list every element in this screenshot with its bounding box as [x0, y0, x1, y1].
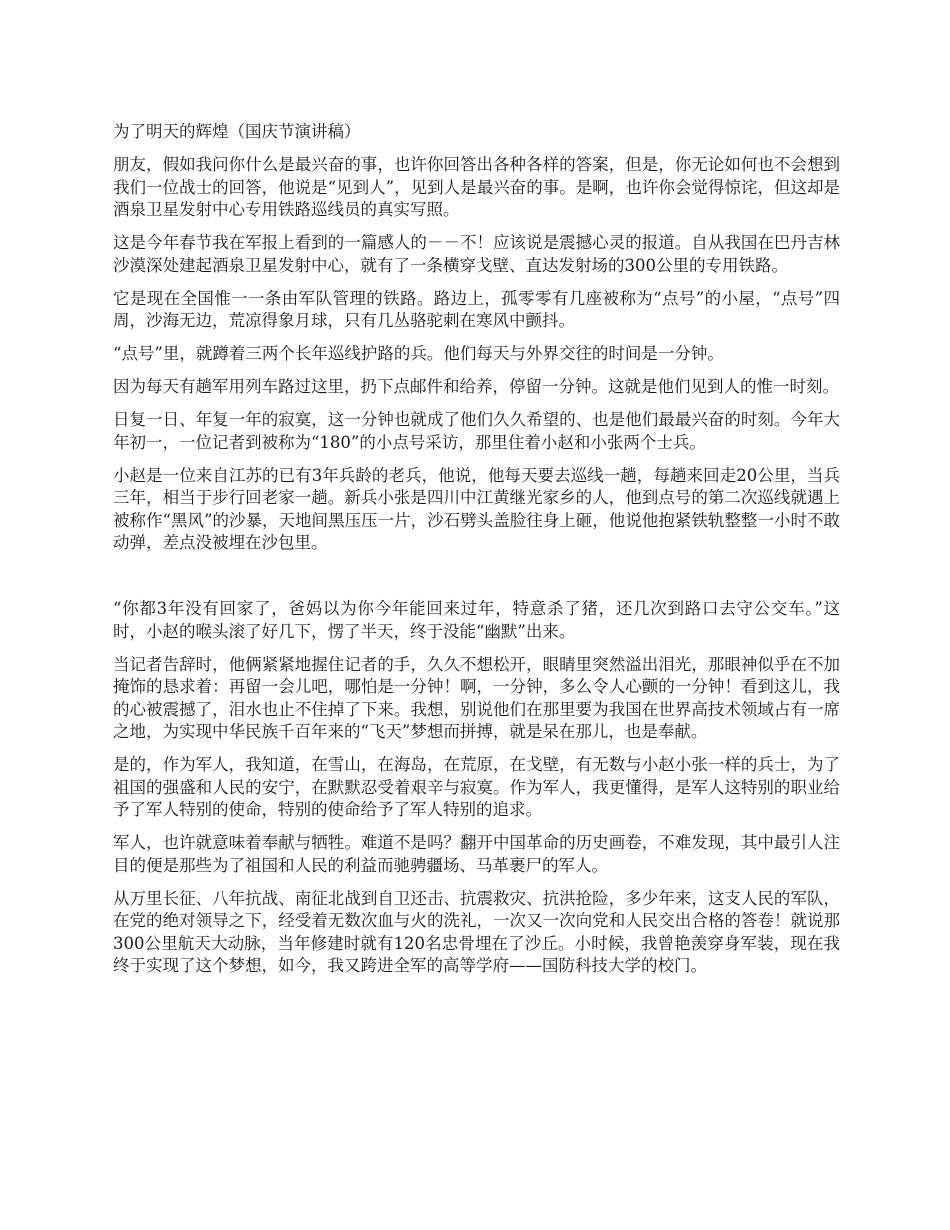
paragraph: 当记者告辞时，他俩紧紧地握住记者的手，久久不想松开，眼睛里突然溢出泪光，那眼神似乎在不加掩饰的恳求着：再留一会儿吧，哪怕是一分钟！啊，一分钟，多么令人心颤的一分钟！看到这儿，我的心被震撼了，泪水也止不住掉了下来。我想，别说他们在那里要为我国在世界高技术领域占有一席之地，为实现中华民族千百年来的“飞天”梦想而拼搏，就是呆在那儿，也是奉献。 [113, 654, 840, 741]
paragraph: 朋友，假如我问你什么是最兴奋的事，也许你回答出各种各样的答案，但是，你无论如何也不会想到我们一位战士的回答，他说是“见到人”，见到人是最兴奋的事。是啊，也许你会觉得惊诧，但这却是酒泉卫星发射中心专用铁路巡线员的真实写照。 [113, 155, 840, 219]
paragraph: 小赵是一位来自江苏的已有3年兵龄的老兵，他说，他每天要去巡线一趟，每趟来回走20公里，当兵三年，相当于步行回老家一趟。新兵小张是四川中江黄继光家乡的人，他到点号的第二次巡线就遇上被称作“黑风”的沙暴，天地间黑压压一片，沙石劈头盖脸往身上砸，他说他抱紧铁轨整整一小时不敢动弹，差点没被埋在沙包里。 [113, 465, 840, 552]
paragraph: 是的，作为军人，我知道，在雪山，在海岛，在荒原，在戈壁，有无数与小赵小张一样的兵士，为了祖国的强盛和人民的安宁，在默默忍受着艰辛与寂寞。作为军人，我更懂得，是军人这特别的职业给予了军人特别的使命，特别的使命给予了军人特别的追求。 [113, 755, 840, 819]
paragraph: 军人，也许就意味着奉献与牺牲。难道不是吗？翻开中国革命的历史画卷，不难发现，其中最引人注目的便是那些为了祖国和人民的利益而驰骋疆场、马革裹尸的军人。 [113, 833, 840, 875]
paragraph: 这是今年春节我在军报上看到的一篇感人的－－不！应该说是震撼心灵的报道。自从我国在巴丹吉林沙漠深处建起酒泉卫星发射中心，就有了一条横穿戈壁、直达发射场的300公里的专用铁路。 [113, 233, 840, 275]
section-gap [113, 565, 840, 598]
paragraph: 从万里长征、八年抗战、南征北战到自卫还击、抗震救灾、抗洪抢险，多少年来，这支人民的军队，在党的绝对领导之下，经受着无数次血与火的洗礼，一次又一次向党和人民交出合格的答卷！就说那300公里航天大动脉，当年修建时就有120名忠骨埋在了沙丘。小时候，我曾艳羡穿身军装，现在我终于实现了这个梦想，如今，我又跨进全军的高等学府——国防科技大学的校门。 [113, 888, 840, 975]
paragraph: 它是现在全国惟一一条由军队管理的铁路。路边上，孤零零有几座被称为“点号”的小屋，“点号”四周，沙海无边，荒凉得象月球，只有几丛骆驼刺在寒风中颤抖。 [113, 288, 840, 330]
paragraph: “你都3年没有回家了，爸妈以为你今年能回来过年，特意杀了猪，还几次到路口去守公交车。”这时，小赵的喉头滚了好几下，愣了半天，终于没能“幽默”出来。 [113, 599, 840, 641]
document-title: 为了明天的辉煌（国庆节演讲稿） [113, 122, 361, 141]
paragraph: 因为每天有趟军用列车路过这里，扔下点邮件和给养，停留一分钟。这就是他们见到人的惟一时刻。 [113, 377, 839, 396]
paragraph: 日复一日、年复一年的寂寞，这一分钟也就成了他们久久希望的、也是他们最最兴奋的时刻。今年大年初一，一位记者到被称为“180”的小点号采访，那里住着小赵和小张两个士兵。 [113, 410, 840, 452]
paragraph: “点号”里，就蹲着三两个长年巡线护路的兵。他们每天与外界交往的时间是一分钟。 [113, 344, 724, 363]
document-page [113, 120, 840, 988]
